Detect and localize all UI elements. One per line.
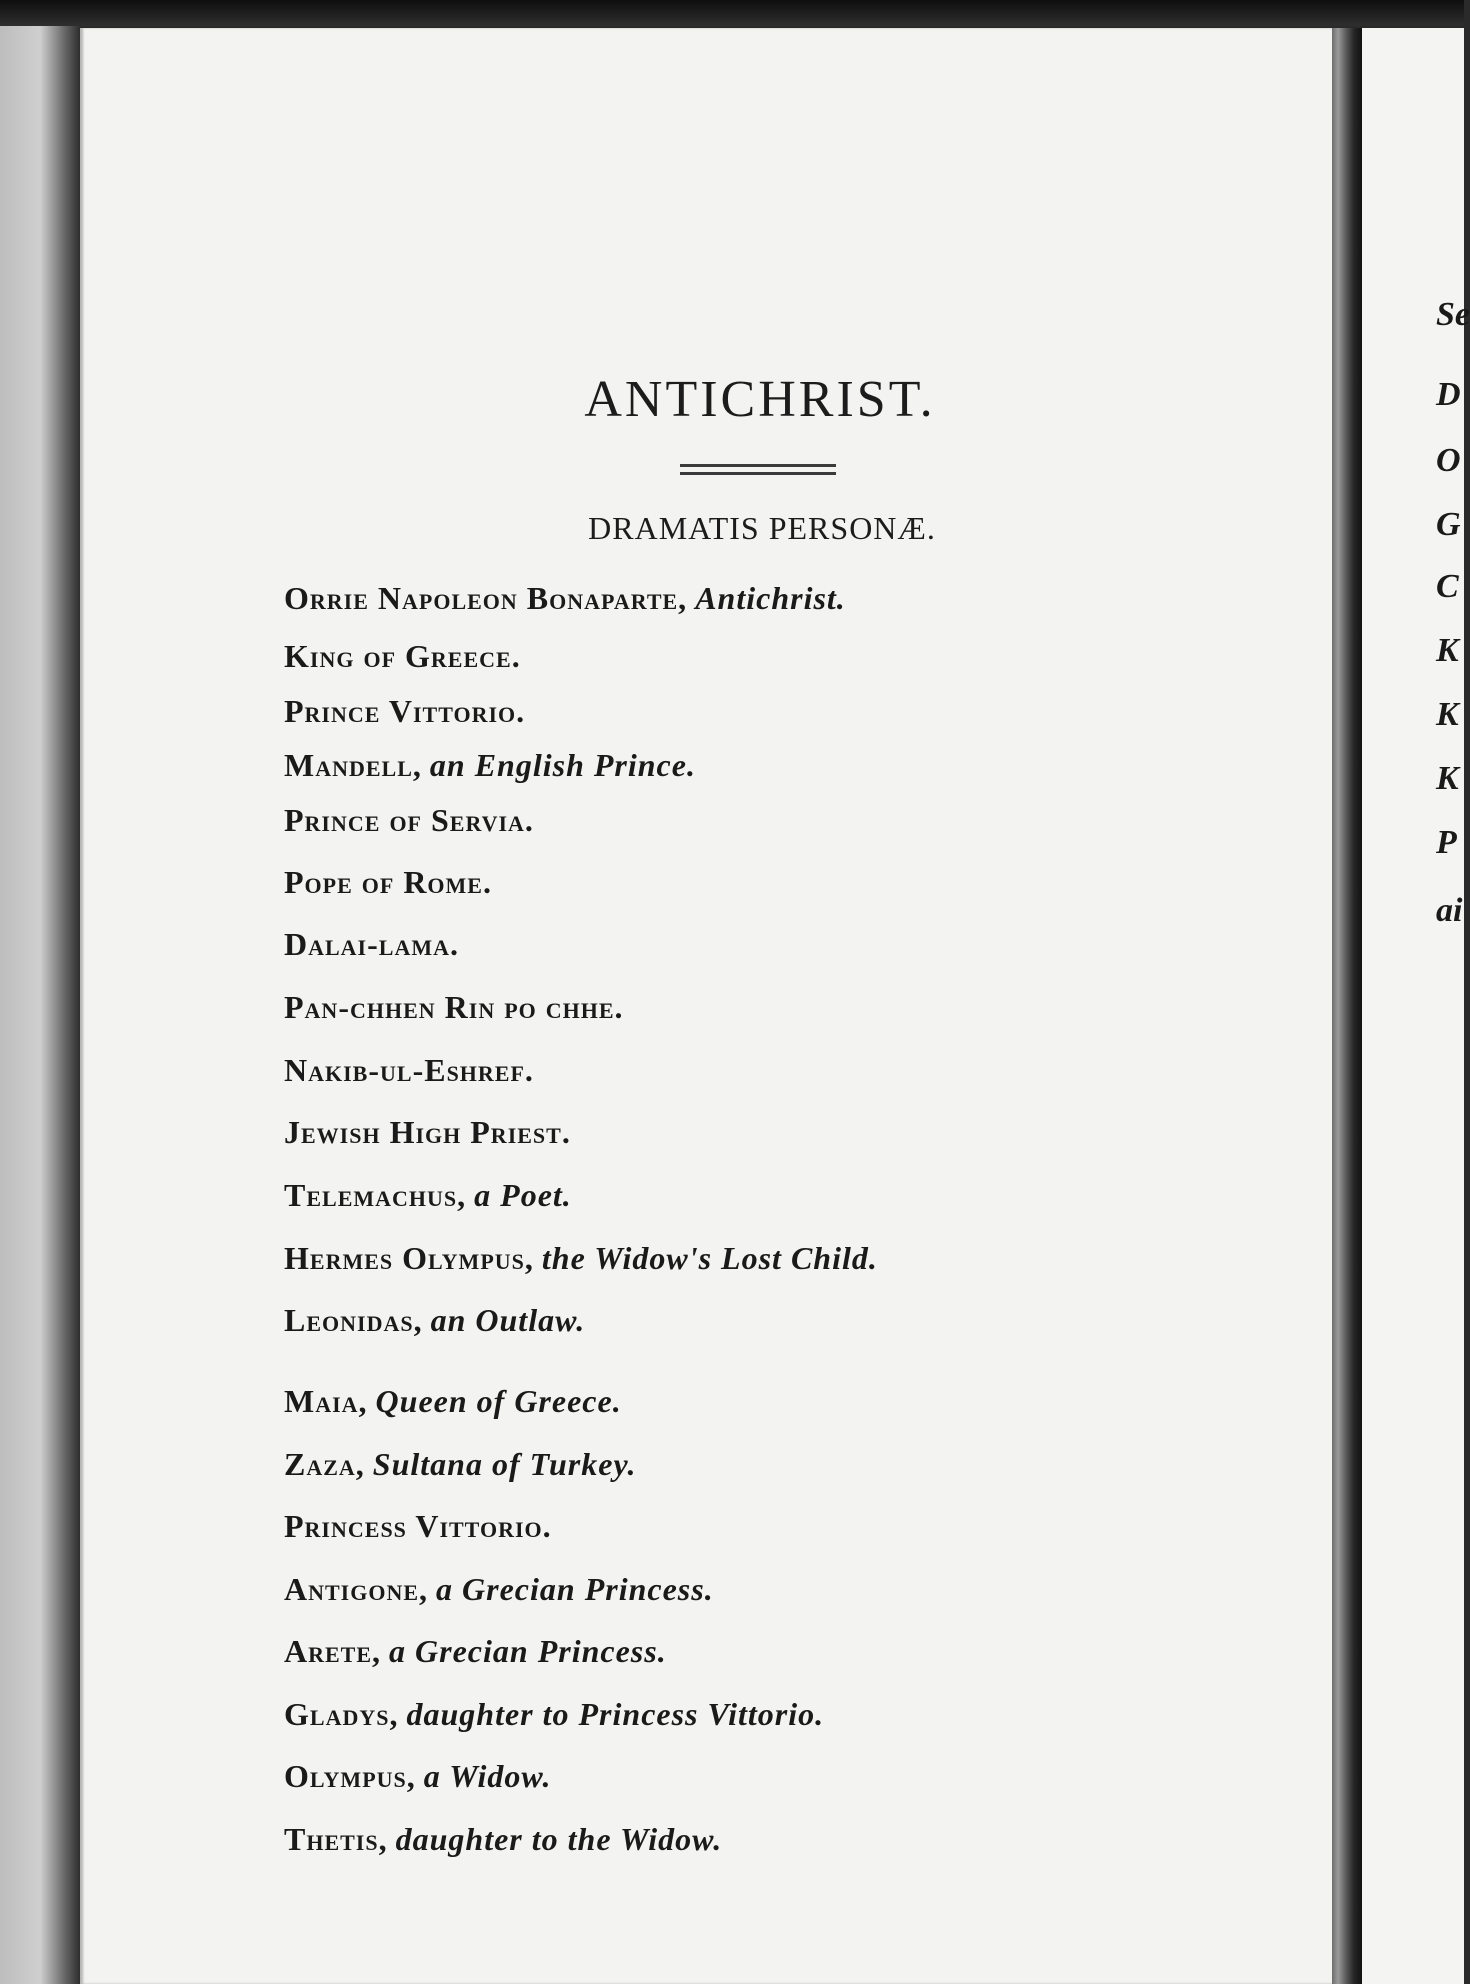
cast-name: Arete, bbox=[284, 1633, 382, 1669]
cast-entry bbox=[284, 1052, 534, 1089]
cast-entry bbox=[284, 1633, 667, 1670]
facing-page-text: G bbox=[1436, 506, 1461, 543]
cast-description: a Grecian Princess. bbox=[436, 1571, 714, 1607]
facing-page-text: Se bbox=[1436, 296, 1470, 333]
cast-entry bbox=[284, 1114, 571, 1151]
cast-entry bbox=[284, 1240, 878, 1277]
dramatis-personae-heading: DRAMATIS PERSONÆ. bbox=[588, 510, 936, 546]
facing-page-text: D bbox=[1436, 376, 1461, 413]
cast-name: Thetis, bbox=[284, 1821, 388, 1857]
book-gutter bbox=[1332, 28, 1362, 1984]
cast-name: Mandell, bbox=[284, 747, 422, 783]
cast-entry bbox=[284, 1508, 552, 1545]
cast-entry bbox=[284, 1571, 714, 1608]
title-double-rule-top bbox=[680, 464, 836, 467]
cast-description: Queen of Greece. bbox=[375, 1383, 622, 1419]
facing-page-text: ai bbox=[1436, 892, 1463, 929]
cast-name: Orrie Napoleon Bonaparte, bbox=[284, 580, 688, 616]
facing-page-fragment bbox=[1362, 28, 1470, 1984]
cast-description: a Grecian Princess. bbox=[389, 1633, 667, 1669]
cast-name: Maia, bbox=[284, 1383, 368, 1419]
cast-name: Hermes Olympus, bbox=[284, 1240, 534, 1276]
cast-description: an English Prince. bbox=[429, 747, 696, 783]
cast-entry bbox=[284, 802, 534, 839]
cast-name: Telemachus, bbox=[284, 1177, 467, 1213]
cast-entry bbox=[284, 1821, 722, 1858]
cast-entry bbox=[284, 580, 846, 617]
cast-name: Jewish High Priest. bbox=[284, 1114, 571, 1150]
facing-page-text: K bbox=[1436, 760, 1459, 797]
title-double-rule-bottom bbox=[680, 472, 836, 475]
facing-page-text: O bbox=[1436, 442, 1461, 479]
cast-name: Dalai-lama. bbox=[284, 926, 459, 962]
cast-description: an Outlaw. bbox=[430, 1302, 586, 1338]
scan-top-edge bbox=[0, 0, 1464, 26]
cast-description: a Poet. bbox=[474, 1177, 572, 1213]
cast-name: Gladys, bbox=[284, 1696, 399, 1732]
cast-description: a Widow. bbox=[423, 1758, 552, 1794]
cast-entry bbox=[284, 1696, 824, 1733]
cast-entry bbox=[284, 989, 624, 1026]
cast-name: King of Greece. bbox=[284, 638, 521, 674]
cast-entry bbox=[284, 926, 459, 963]
cast-name: Pan-chhen Rin po chhe. bbox=[284, 989, 624, 1025]
book-left-edge bbox=[0, 26, 80, 1984]
cast-entry bbox=[284, 1383, 622, 1420]
facing-page-text: K bbox=[1436, 632, 1459, 669]
cast-entry bbox=[284, 747, 696, 784]
cast-name: Leonidas, bbox=[284, 1302, 423, 1338]
cast-name: Prince Vittorio. bbox=[284, 693, 526, 729]
cast-entry bbox=[284, 864, 492, 901]
cast-entry bbox=[284, 693, 525, 730]
cast-description: daughter to the Widow. bbox=[395, 1821, 723, 1857]
cast-description: the Widow's Lost Child. bbox=[541, 1240, 878, 1276]
cast-entry bbox=[284, 1758, 552, 1795]
cast-entry bbox=[284, 638, 521, 675]
facing-page-text: C bbox=[1436, 568, 1459, 605]
book-page bbox=[80, 28, 1332, 1984]
play-title: ANTICHRIST. bbox=[584, 371, 936, 428]
facing-page-text: P bbox=[1436, 824, 1457, 861]
cast-entry bbox=[284, 1302, 585, 1339]
cast-name: Princess Vittorio. bbox=[284, 1508, 552, 1544]
facing-page-text: K bbox=[1436, 696, 1459, 733]
cast-name: Olympus, bbox=[284, 1758, 416, 1794]
cast-entry bbox=[284, 1446, 636, 1483]
cast-description: daughter to Princess Vittorio. bbox=[406, 1696, 825, 1732]
cast-name: Pope of Rome. bbox=[284, 864, 492, 900]
cast-entry bbox=[284, 1177, 572, 1214]
cast-name: Antigone, bbox=[284, 1571, 429, 1607]
cast-name: Zaza, bbox=[284, 1446, 365, 1482]
cast-description: Sultana of Turkey. bbox=[372, 1446, 637, 1482]
cast-name: Prince of Servia. bbox=[284, 802, 534, 838]
cast-description: Antichrist. bbox=[695, 580, 846, 616]
cast-name: Nakib-ul-Eshref. bbox=[284, 1052, 534, 1088]
